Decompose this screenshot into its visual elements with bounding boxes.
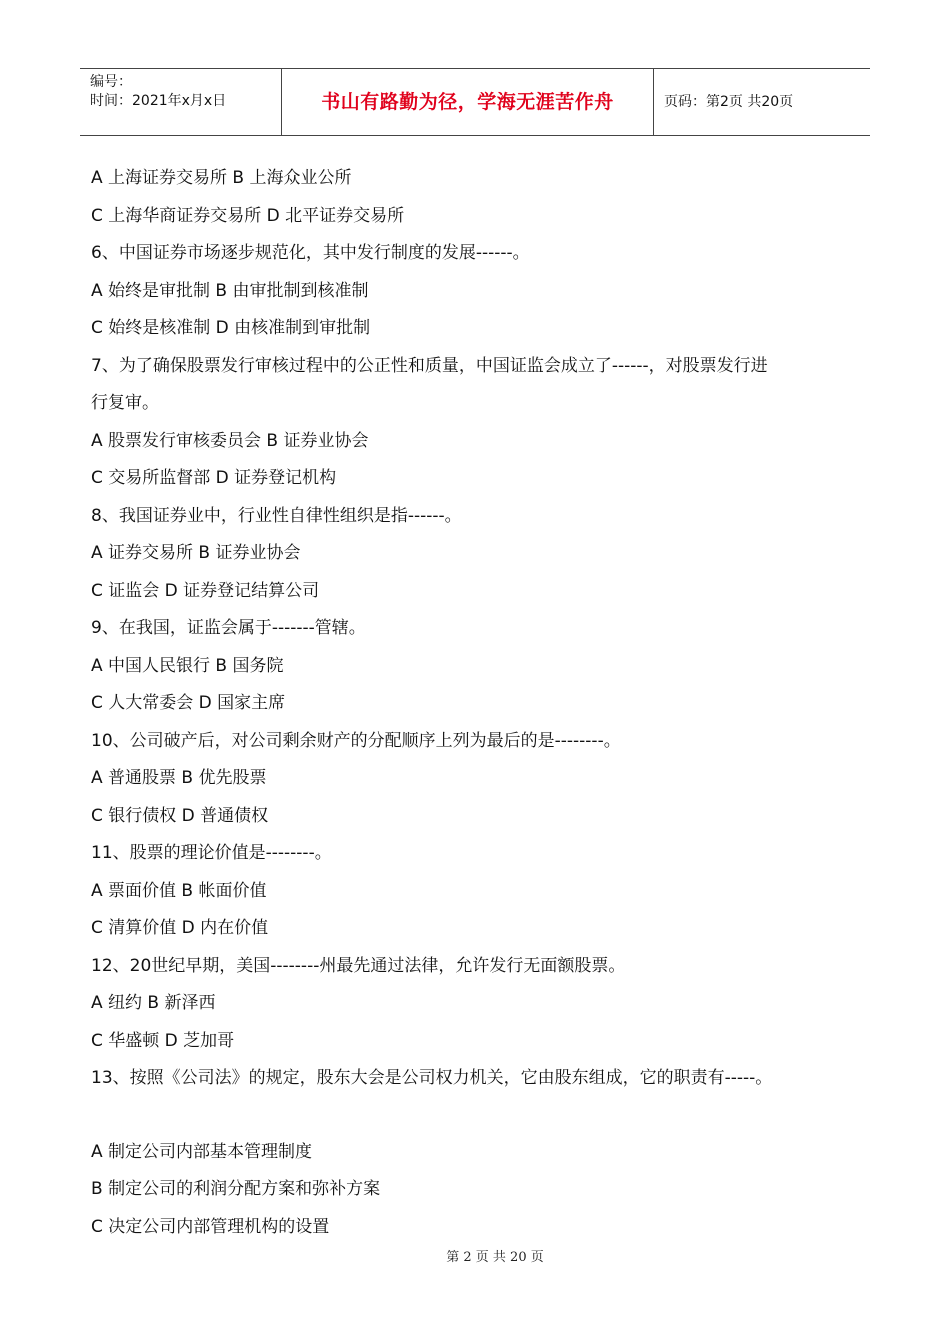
- answer-option-line: C 始终是核准制 D 由核准制到审批制: [91, 318, 371, 338]
- answer-option-line: C 人大常委会 D 国家主席: [91, 693, 286, 713]
- answer-option-line: A 上海证券交易所 B 上海众业公所: [91, 168, 352, 188]
- answer-option-line: A 始终是审批制 B 由审批制到核准制: [91, 280, 369, 301]
- answer-option-line: A 中国人民银行 B 国务院: [91, 655, 284, 676]
- header-motto: 书山有路勤为径，学海无涯苦作舟: [282, 69, 654, 135]
- header-meta: [80, 69, 282, 135]
- answer-option-line: A 纽约 B 新泽西: [91, 993, 216, 1013]
- answer-option-line: C 交易所监督部 D 证券登记机构: [91, 468, 337, 488]
- question-line: 6、中国证券市场逐步规范化，其中发行制度的发展------。: [91, 243, 530, 263]
- page-footer: 第 2 页 共 20 页: [446, 1250, 544, 1265]
- page-header: [80, 68, 870, 136]
- question-line: 9、在我国，证监会属于-------管辖。: [91, 618, 366, 638]
- answer-option-line: A 制定公司内部基本管理制度: [91, 1141, 313, 1162]
- question-line: 12、20世纪早期，美国--------州最先通过法律，允许发行无面额股票。: [91, 955, 626, 976]
- answer-option-line: C 华盛顿 D 芝加哥: [91, 1030, 235, 1051]
- question-line: 11、股票的理论价值是--------。: [91, 843, 332, 863]
- answer-option-line: C 上海华商证券交易所 D 北平证券交易所: [91, 205, 405, 226]
- answer-option-line: A 票面价值 B 帐面价值: [91, 880, 267, 901]
- answer-option-line: C 证监会 D 证券登记结算公司: [91, 580, 320, 601]
- question-line: 7、为了确保股票发行审核过程中的公正性和质量，中国证监会成立了------，对股票发行进: [91, 355, 768, 376]
- answer-option-line: B 制定公司的利润分配方案和弥补方案: [91, 1179, 381, 1199]
- header-page-info: 页码：第2页 共20页: [664, 93, 794, 110]
- question-line: 8、我国证券业中，行业性自律性组织是指------。: [91, 505, 462, 526]
- document-number-label: 编号：: [90, 74, 132, 90]
- question-line: 13、按照《公司法》的规定，股东大会是公司权力机关，它由股东组成，它的职责有-----。: [91, 1068, 773, 1088]
- answer-option-line: C 银行债权 D 普通债权: [91, 805, 269, 826]
- document-body: [91, 160, 871, 1246]
- answer-option-line: A 普通股票 B 优先股票: [91, 768, 267, 788]
- blank-line: [91, 1098, 871, 1134]
- question-line: 10、公司破产后，对公司剩余财产的分配顺序上列为最后的是--------。: [91, 730, 621, 751]
- answer-option-line: C 清算价值 D 内在价值: [91, 918, 269, 938]
- answer-option-line: C 决定公司内部管理机构的设置: [91, 1216, 330, 1237]
- answer-option-line: A 证券交易所 B 证券业协会: [91, 543, 301, 563]
- question-line-continued: 行复审。: [91, 393, 159, 413]
- answer-option-line: A 股票发行审核委员会 B 证券业协会: [91, 430, 369, 451]
- document-date: 时间：2021年x月x日: [90, 93, 227, 109]
